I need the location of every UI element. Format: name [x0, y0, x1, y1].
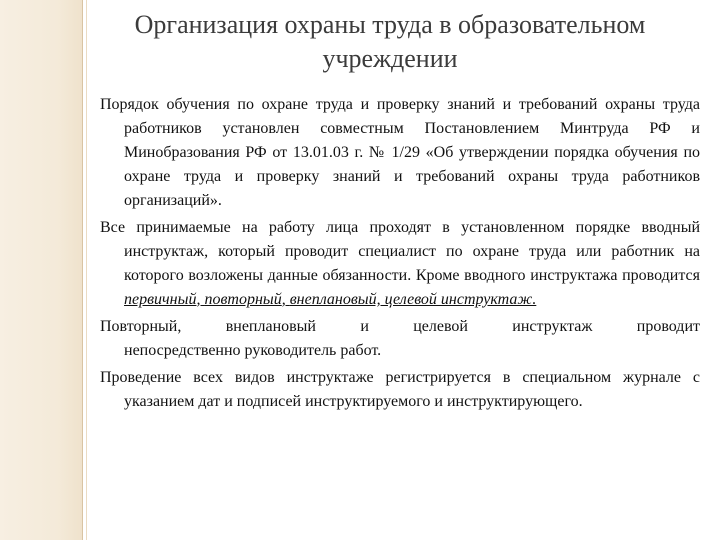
- slide-body: [100, 93, 700, 417]
- paragraph-training-procedure: Порядок обучения по охране труда и проверку знаний и требований охраны труда работников установлен совместным Постановлением Минтруда РФ и Минобразования РФ от 13.01.03 г. № 1/29 «Об утверждении порядка обучения по охране труда и проверку знаний и требований охраны труда работников организаций».: [100, 96, 700, 209]
- paragraph-introductory-briefing-text: Все принимаемые на работу лица проходят в установленном порядке вводный инструктаж, который проводит специалист по охране труда или работник на которого возложены данные обязанности. Кроме вводного инструктажа проводится: [100, 219, 700, 284]
- paragraph-repeated-briefing-line-1: Повторный, внеплановый и целевой инструктаж проводит: [100, 318, 700, 335]
- emphasis-separator-1: ,: [196, 291, 205, 308]
- emphasis-primary: первичный: [124, 291, 197, 308]
- emphasis-repeated: повторный: [204, 291, 282, 308]
- decorative-divider-line: [82, 0, 83, 540]
- paragraph-registration: Проведение всех видов инструктаже регистрируется в специальном журнале с указанием дат и подписей инструктируемого и инструктирующего.: [100, 369, 700, 410]
- paragraph-introductory-briefing: [100, 216, 700, 312]
- emphasis-separator-2: ,: [281, 291, 290, 308]
- slide-title: [90, 8, 690, 76]
- slide-title-line-1: Организация охраны труда в образовательном: [134, 10, 646, 39]
- emphasis-unscheduled-targeted: внеплановый, целевой инструктаж.: [289, 291, 537, 308]
- decorative-divider-line-thin: [86, 0, 87, 540]
- paragraph-repeated-briefing-line-2: непосредственно руководитель работ.: [124, 342, 382, 359]
- paragraph-repeated-briefing: [100, 315, 700, 363]
- slide-title-line-2: учреждении: [322, 44, 458, 73]
- decorative-side-band: [0, 0, 82, 540]
